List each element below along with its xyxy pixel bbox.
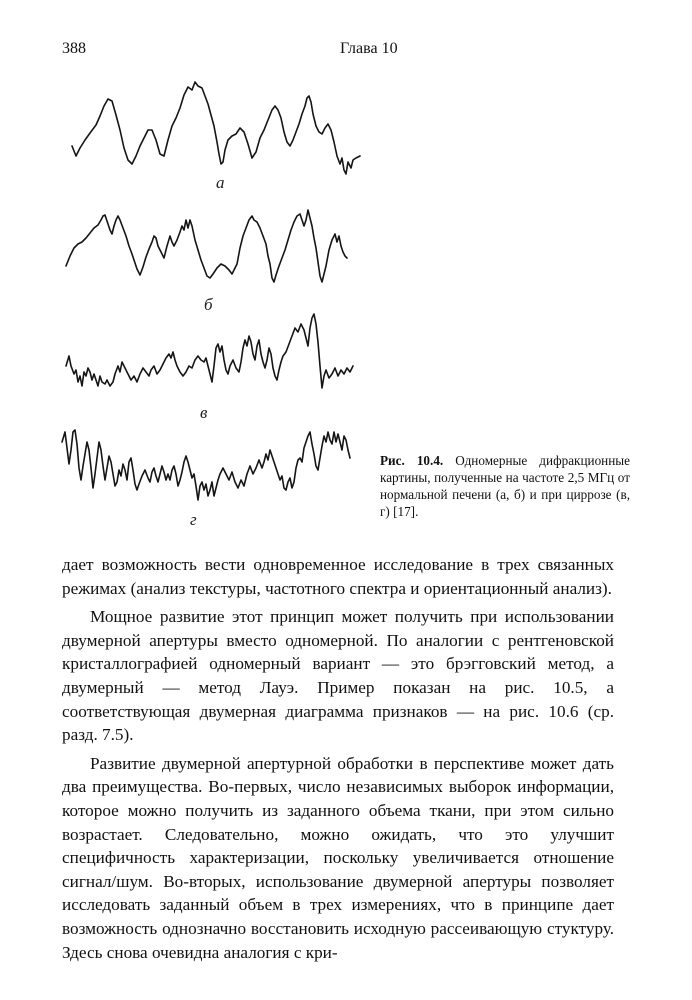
running-title: Глава 10: [340, 40, 398, 57]
paragraph: Развитие двумерной апертурной обработки в перспективе может дать два преимущества. Во-первых, число независимых выборок информации, которое можно получить из заданного объема ткани, при этом сильно возрастает. Следовательно, можно ожидать, что это улучшит специфичность характеризации, поскольку увеличивается отношение сигнал/шум. Во-вторых, использование двумерной апертуры позволяет исследовать заданный объем в трех измерениях, что в принципе дает возможность однозначно восстановить исходную рассеивающую стуктуру. Здесь снова очевидна аналогия с кри-: [62, 753, 614, 962]
body-text: [62, 553, 614, 964]
paragraph-continued: дает возможность вести одновременное исследование в трех связанных режимах (анализ текстуры, частотного спектра и ориентационный анализ).: [62, 555, 614, 598]
trace-b: [66, 210, 347, 282]
panel-label-b: б: [204, 295, 213, 314]
trace-g: [62, 430, 350, 500]
page-number: 388: [62, 40, 86, 57]
paragraph: Мощное развитие этот принцип может получить при использовании двумерной апертуры вместо одномерной. По аналогии с рентгеновской кристаллографией одномерный вариант — это брэгговский метод, а двумерный — метод Лауэ. Пример показан на рис. 10.5, а соответствующая двумерная диаграмма признаков — на рис. 10.6 (ср. разд. 7.5).: [62, 607, 614, 745]
trace-a: [72, 82, 360, 174]
caption-text: Одномерные дифракционные картины, полученные на частоте 2,5 МГц от нормальной печени (а, б) и при циррозе (в, г) [17].: [380, 453, 631, 519]
page-header: [0, 40, 692, 64]
panel-label-g: г: [190, 510, 197, 529]
panel-label-v: в: [200, 403, 208, 422]
figure-caption: [380, 452, 630, 520]
panel-label-a: а: [216, 173, 225, 192]
caption-label: Рис. 10.4.: [380, 453, 444, 468]
trace-v: [66, 314, 353, 388]
